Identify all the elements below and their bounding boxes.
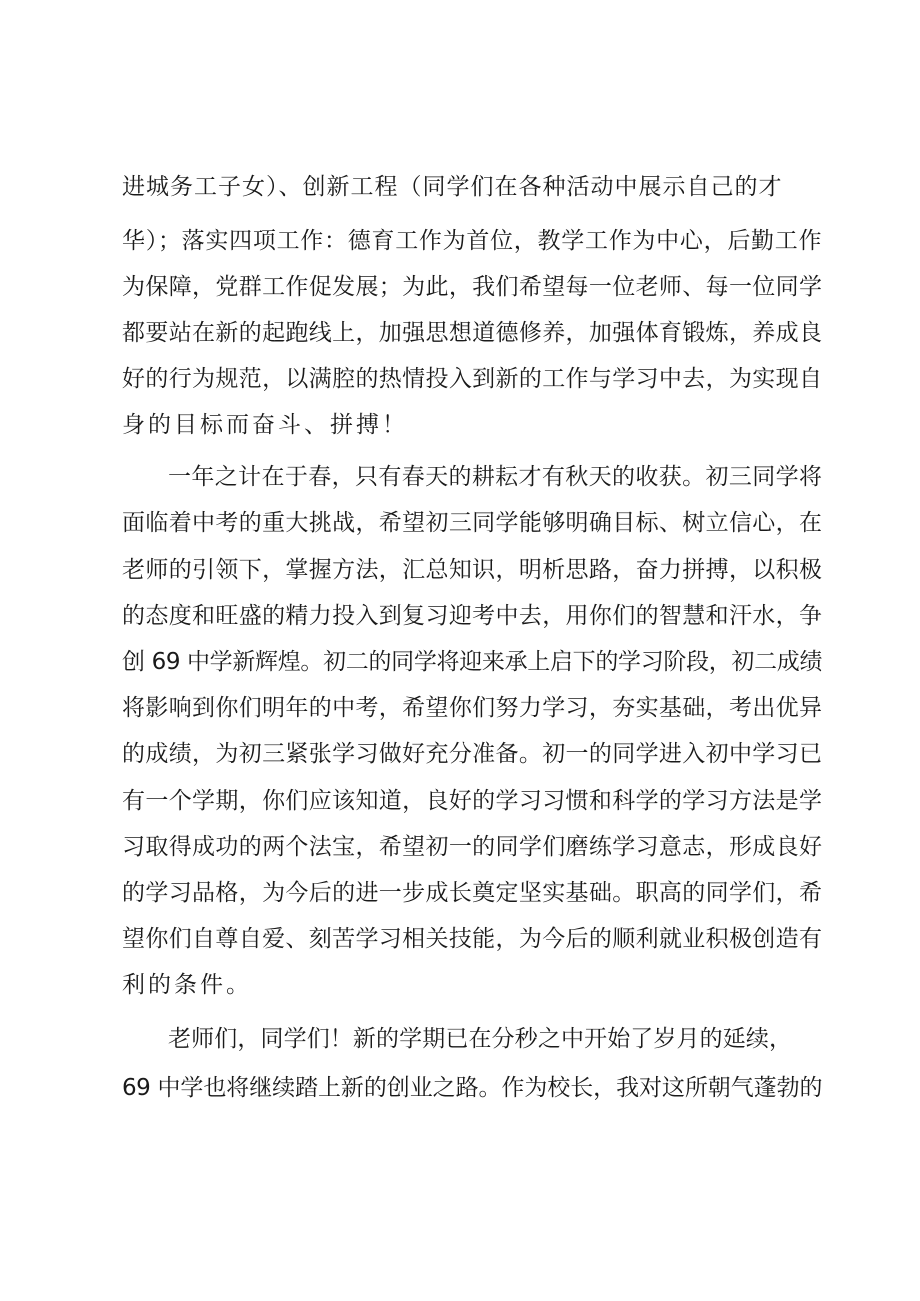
text-line: 华）；落实四项工作：德育工作为首位，教学工作为中心，后勤工作 [122, 228, 822, 254]
text-line: 好的行为规范，以满腔的热情投入到新的工作与学习中去，为实现自 [122, 366, 822, 392]
text-line: 的态度和旺盛的精力投入到复习迎考中去，用你们的智慧和汗水，争 [122, 603, 822, 629]
text-line: 都要站在新的起跑线上，加强思想道德修养，加强体育锻炼，养成良 [122, 320, 822, 346]
text-line: 的学习品格，为今后的进一步成长奠定坚实基础。职高的同学们，希 [122, 880, 822, 906]
text-line: 一年之计在于春，只有春天的耕耘才有秋天的收获。初三同学将 [168, 464, 822, 490]
text-line: 望你们自尊自爱、刻苦学习相关技能，为今后的顺利就业积极创造有 [122, 926, 822, 952]
text-line: 进城务工子女）、创新工程（同学们在各种活动中展示自己的才 [122, 174, 783, 200]
text-line: 身的目标而奋斗、拼搏！ [122, 412, 408, 438]
text-line: 的成绩，为初三紧张学习做好充分准备。初一的同学进入初中学习已 [122, 741, 822, 767]
text-line: 创 69 中学新辉煌。初二的同学将迎来承上启下的学习阶段，初二成绩 [122, 649, 822, 675]
text-line: 利的条件。 [122, 972, 252, 998]
text-line: 习取得成功的两个法宝，希望初一的同学们磨练学习意志，形成良好 [122, 834, 822, 860]
text-line: 69 中学也将继续踏上新的创业之路。作为校长，我对这所朝气蓬勃的 [122, 1075, 822, 1101]
text-line: 老师们，同学们！新的学期已在分秒之中开始了岁月的延续， [168, 1026, 792, 1052]
text-line: 有一个学期，你们应该知道，良好的学习习惯和科学的学习方法是学 [122, 788, 822, 814]
text-line: 老师的引领下，掌握方法，汇总知识，明析思路，奋力拼搏，以积极 [122, 557, 822, 583]
text-line: 面临着中考的重大挑战，希望初三同学能够明确目标、树立信心，在 [122, 510, 822, 536]
text-line: 将影响到你们明年的中考，希望你们努力学习，夯实基础，考出优异 [122, 695, 822, 721]
text-line: 为保障，党群工作促发展；为此，我们希望每一位老师、每一位同学 [122, 274, 822, 300]
